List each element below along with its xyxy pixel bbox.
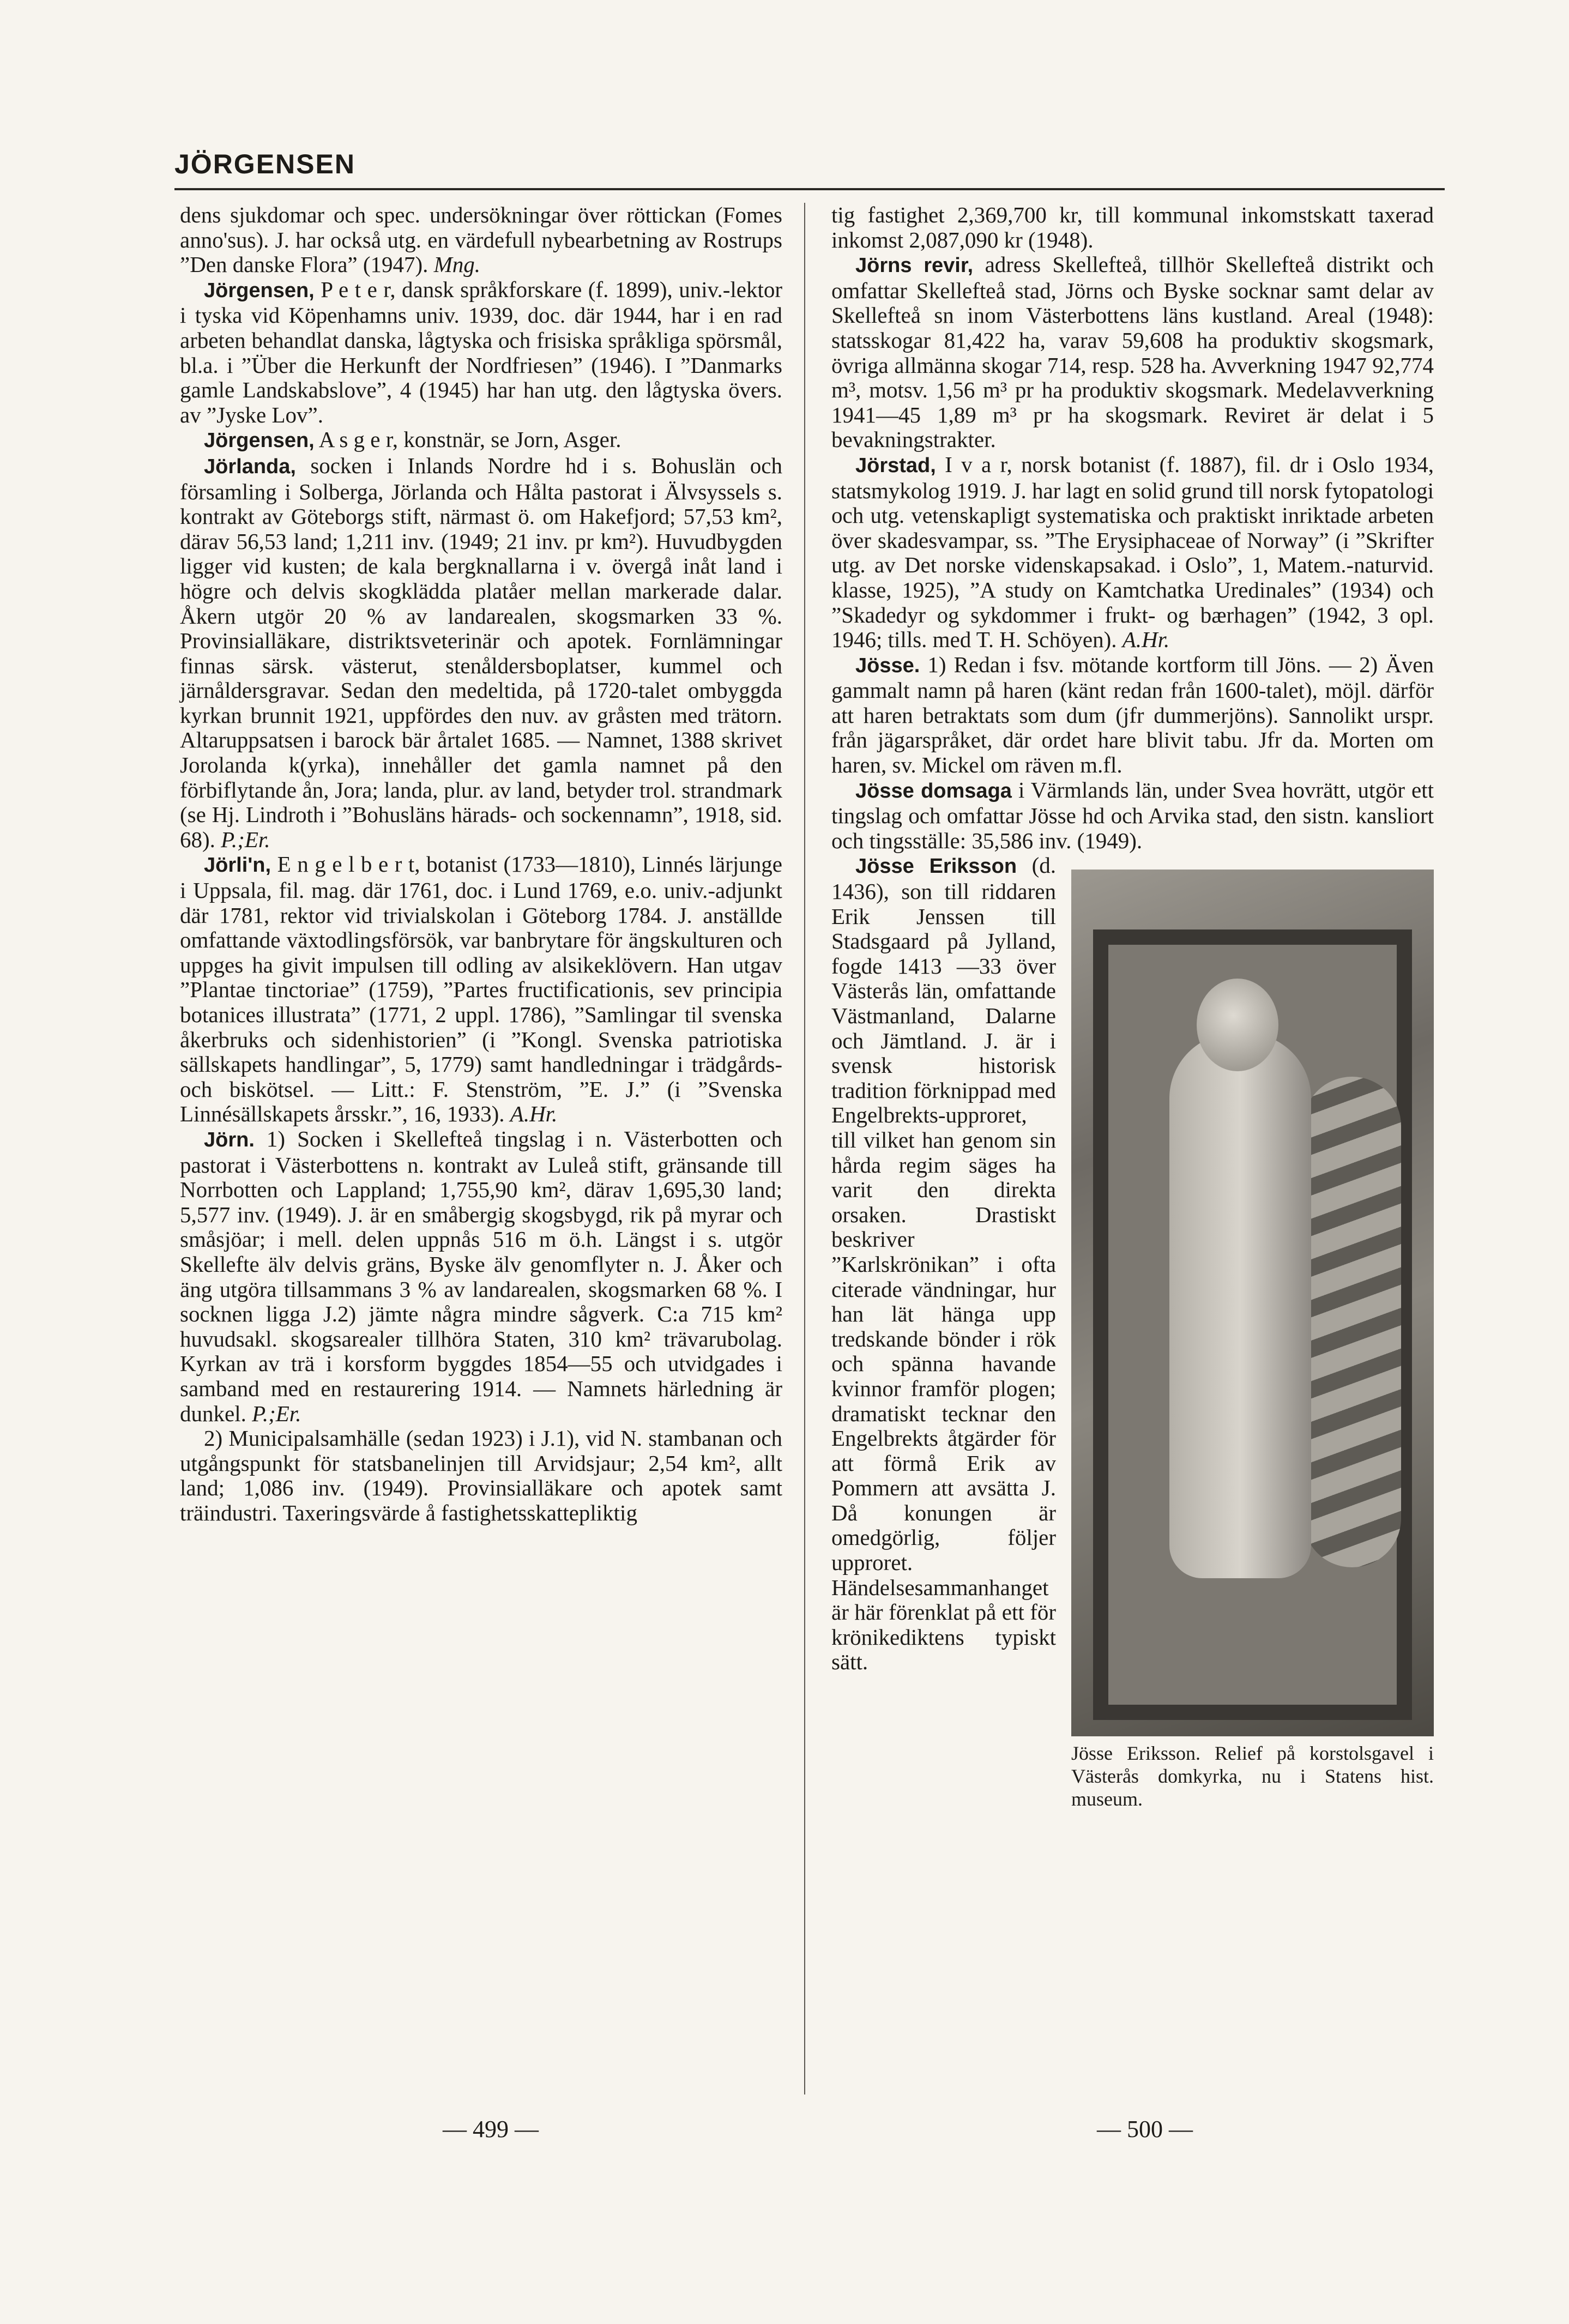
figure (1071, 870, 1434, 1810)
entry-paragraph: Jörns revir, adress Skellefteå, tillhör Skellefteå distrikt och omfattar Skellefteå stad, Jörns och Byske socknar samt delar av Skellefteå sn inom Västerbottens läns kustland. Areal (1948): statsskogar 81,422 ha, varav 59,608 ha produktiv skogsmark, övriga allmänna skogar 714, resp. 528 ha. Avverkning 1947 92,774 m³, motsv. 1,56 m³ pr ha produktiv skogsmark. Medelavverkning 1941—45 1,89 m³ pr ha skogsmark. Reviret är delat i 5 bevakningstrakter. (831, 252, 1434, 452)
relief-image (1071, 870, 1434, 1736)
page-number-right: — 500 — (1097, 2116, 1193, 2142)
entry-paragraph: Jörstad, I v a r, norsk botanist (f. 1887), fil. dr i Oslo 1934, statsmykolog 1919. J. har lagt en solid grund till norsk fytopatologi och utg. vetenskapligt systematiska och praktiskt inriktade arbeten över skadesvampar, ss. ”The Erysiphaceae of Norway” (i ”Skrifter utg. av Det norske videnskapsakad. i Oslo”, 1, Matem.-naturvid. klasse, 1925), ”A study on Kamtchatka Uredinales” (1934) och ”Skadedyr og sykdommer i frukt- og bærhagen” (1942, 3 opl. 1946; tills. med T. H. Schöyen). A.Hr. (831, 451, 1434, 653)
entry-paragraph: dens sjukdomar och spec. undersökningar över röttickan (Fomes anno'sus). J. har också utg. en värdefull nybearbetning av Rostrups ”Den danske Flora” (1947). Mng. (180, 202, 782, 277)
author-signature: P.;Er. (252, 1401, 301, 1426)
right-column (831, 203, 1434, 1816)
headword: Jörgensen, (204, 429, 315, 452)
entry-paragraph: Jörn. 1) Socken i Skellefteå tingslag i n. Västerbotten och pastorat i Västerbottens n. kontrakt av Luleå stift, gränsande till Norrbotten och Lappland; 1,755,90 km², därav 1,695,30 land; 5,577 inv. (1949). J. är en småbergig skogsbygd, rik på myrar och småsjöar; i mell. delen uppnås 516 m ö.h. Längst i s. utgör Skellefte älv delvis gräns, Byske älv genomflyter n. J. Åker och äng utgöra tillsammans 3 % av landarealen, skogsmarken 68 %. I socknen ligga J.2) jämte några mindre sågverk. C:a 715 km² huvudsakl. skogsarealer tillhöra Staten, 310 km² trävarubolag. Kyrkan av trä i korsform byggdes 1854—55 och utvidgades i samband med en restaurering 1914. — Namnets härledning är dunkel. P.;Er. (180, 1126, 783, 1426)
entry-paragraph: 2) Municipalsamhälle (sedan 1923) i J.1), vid N. stambanan och utgångspunkt för statsbanelinjen till Arvidsjaur; 2,54 km², allt land; 1,086 inv. (1949). Provinsialläkare och apotek samt träindustri. Taxeringsvärde å fastighetsskattepliktig (180, 1426, 782, 1525)
header-rule (174, 188, 1445, 190)
headword: Jörgensen, (204, 279, 315, 302)
headword: Jösse Eriksson (855, 855, 1017, 878)
entry-paragraph: tig fastighet 2,369,700 kr, till kommunal inkomstskatt taxerad inkomst 2,087,090 kr (1948). (831, 202, 1434, 252)
entry-paragraph: Jösse Eriksson (d. 1436), son till riddaren Erik Jenssen till Stadsgaard på Jylland, fogde 1413 —33 över Västerås län, omfattande Västmanland, Dalarne och Jämtland. J. är i svensk historisk tradition förknippad med Engelbrekts-upproret, till vilket han genom sin hårda regim säges ha varit den direkta orsaken. Drastiskt beskriver ”Karlskrönikan” i ofta citerade vändningar, hur han lät hänga upp tredskande bönder i rök och spänna havande kvinnor framför plogen; dramatiskt tecknar den Engelbrekts åtgärder för att förmå Erik av Pommern att avsätta J. Då konungen är omedgörlig, följer upproret. Händelsesammanhanget är här förenklat på ett för krönikediktens typiskt sätt. (831, 853, 1057, 1675)
headword: Jösse domsaga (855, 779, 1012, 802)
page-number-left: — 499 — (443, 2116, 539, 2142)
entry-paragraph: Jörgensen, A s g e r, konstnär, se Jorn, Asger. (204, 427, 621, 452)
left-column (180, 203, 782, 1525)
figure-caption: Jösse Eriksson. Relief på korstolsgavel i Västerås domkyrka, nu i Statens hist. museum. (1071, 1742, 1434, 1810)
author-signature: A.Hr. (1122, 627, 1170, 653)
column-divider (804, 203, 805, 2094)
author-signature: A.Hr. (510, 1101, 558, 1127)
headword: Jösse. (855, 654, 920, 677)
entry-paragraph: Jösse domsaga i Värmlands län, under Svea hovrätt, utgör ett tingslag och omfattar Jösse hd och Arvika stad, den sistn. kansliort och tingsställe: 35,586 inv. (1949). (831, 777, 1434, 853)
entry-paragraph: Jösse. 1) Redan i fsv. mötande kortform till Jöns. — 2) Även gammalt namn på haren (känt redan från 1600-talet), möjl. därför att haren betraktats som dum (jfr dummerjöns). Sannolikt urspr. från jägarspråket, där ordet hare blivit tabu. Jfr da. Morten om haren, sv. Mickel om räven m.fl. (831, 651, 1434, 778)
author-signature: P.;Er. (221, 826, 270, 852)
entry-paragraph: Jörli'n, E n g e l b e r t, botanist (1733—1810), Linnés lärjunge i Uppsala, fil. mag. där 1761, doc. i Lund 1769, e.o. univ.-adjunkt där 1781, rektor vid trivialskolan i Göteborg 1784. J. anställde omfattande växtodlingsförsök, var banbrytare för ängskulturen och uppges ha givit impulsen till odling av alsikeklövern. Han utgav ”Plantae tinctoriae” (1759), ”Partes fructificationis, sev principia botanices illustrata” (1771, 2 uppl. 1786), ”Samlingar til svenska åkerbruks och sidenhistorien” (i ”Kongl. Svenska patriotiska sällskapets handlingar”, 5, 1779) samt handledningar i trädgårds- och biskötsel. — Litt.: F. Stenström, ”E. J.” (i ”Svenska Linnésällskapets årsskr.”, 16, 1933). A.Hr. (180, 852, 782, 1127)
entry-paragraph: Jörlanda, socken i Inlands Nordre hd i s. Bohuslän och församling i Solberga, Jörlanda och Hålta pastorat i Älvsyssels s. kontrakt av Göteborgs stift, närmast ö. om Hakefjord; 57,53 km², därav 56,53 land; 1,211 inv. (1949; 21 inv. pr km²). Huvudbygden ligger vid kusten; de kala bergknallarna i v. övergå inåt land i högre och delvis skogklädda platåer mellan markerade dalar. Åkern utgör 20 % av landarealen, skogsmarken 33 %. Provinsialläkare, distriktsveterinär och apotek. Fornlämningar finnas särsk. västerut, stenåldersboplatser, kummel och järnåldersgravar. Sedan den medeltida, på 1720-talet ombyggda kyrkan brunnit 1921, uppfördes den nuv. av gråsten med trätorn. Altaruppsatsen i barock bär årtalet 1685. — Namnet, 1388 skrivet Jorolanda k(yrka), innehåller det gamla namnet på den förbiflytande ån, Jora; landa, plur. av land, betyder trol. strandmark (se Hj. Lindroth i ”Bohusläns härads- och sockennamn”, 1918, sid. 68). P.;Er. (180, 452, 782, 852)
headword: Jörstad, (855, 454, 936, 477)
running-head: JÖRGENSEN (174, 149, 355, 179)
headword: Jörlanda, (204, 455, 296, 478)
entry-paragraph: Jörgensen, P e t e r, dansk språkforskare (f. 1899), univ.-lektor i tyska vid Köpenhamns univ. 1939, doc. där 1944, har i en rad arbeten behandlat danska, lågtyska och frisiska språkliga spörsmål, bl.a. i ”Über die Herkunft der Nordfriesen” (1946). I ”Danmarks gamle Landskabslove”, 4 (1945) har han utg. den lågtyska övers. av ”Jyske Lov”. (180, 276, 783, 427)
headword: Jörn. (204, 1128, 255, 1151)
headword: Jörli'n, (204, 854, 271, 877)
headword: Jörns revir, (855, 254, 974, 277)
